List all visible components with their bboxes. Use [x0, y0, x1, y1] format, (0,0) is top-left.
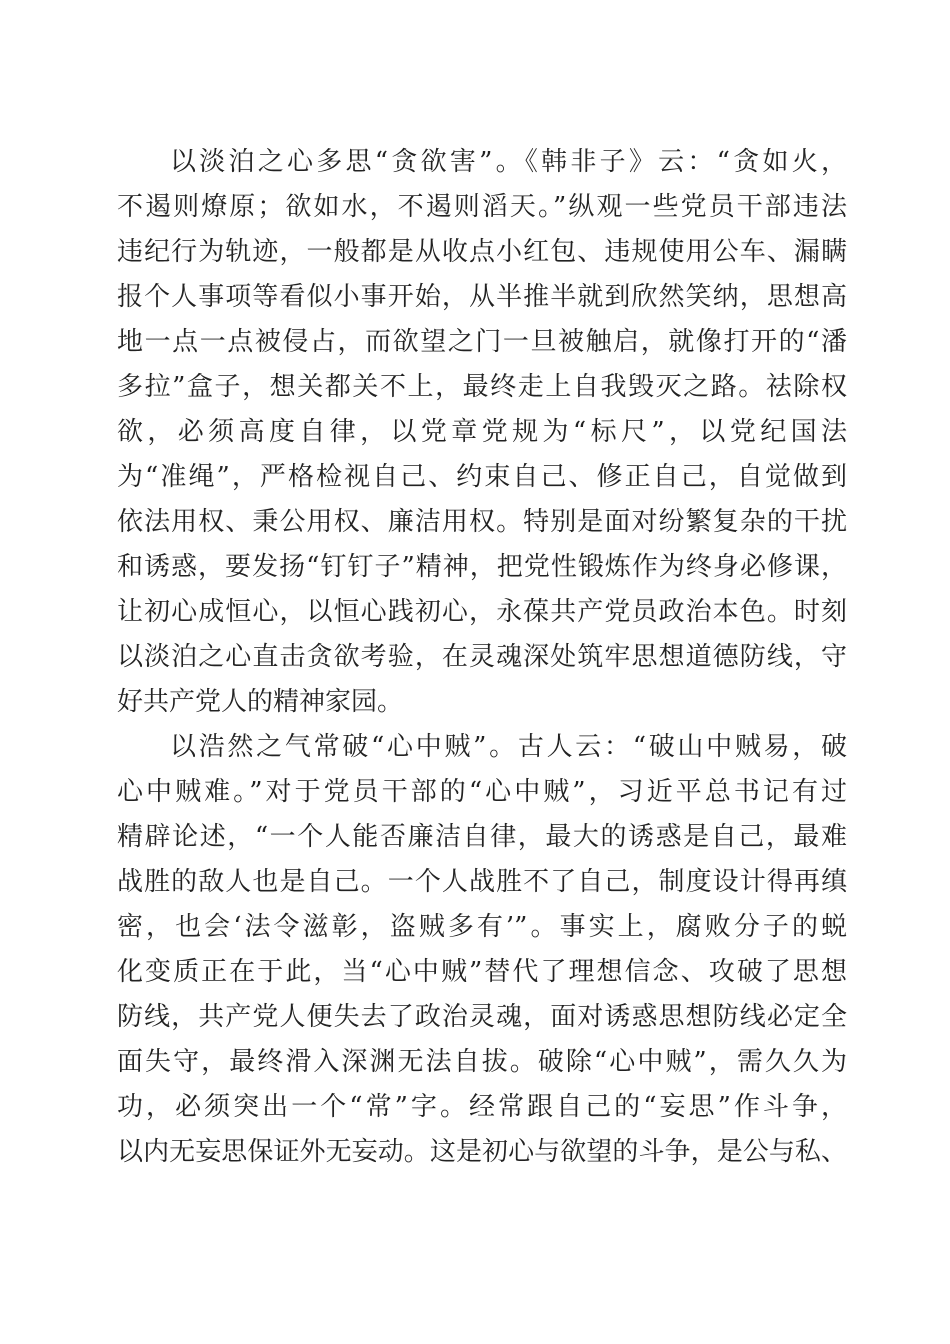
paragraph-2-line: 面失守，最终滑入深渊无法自拔。破除“心中贼”，需久久为 [117, 1047, 847, 1077]
paragraph-1-line: 欲，必须高度自律，以党章党规为“标尺”，以党纪国法 [117, 417, 847, 447]
paragraph-2-line: 战胜的敌人也是自己。一个人战胜不了自己，制度设计得再缜 [117, 867, 847, 897]
paragraph-1-line: 以淡泊之心直击贪欲考验，在灵魂深处筑牢思想道德防线，守 [117, 642, 847, 672]
paragraph-2-line: 化变质正在于此，当“心中贼”替代了理想信念、攻破了思想 [117, 957, 847, 987]
paragraph-1-line: 让初心成恒心，以恒心践初心，永葆共产党员政治本色。时刻 [117, 597, 847, 627]
paragraph-1-line: 地一点一点被侵占，而欲望之门一旦被触启，就像打开的“潘 [117, 327, 847, 357]
paragraph-2-line: 密，也会‘法令滋彰，盗贼多有’”。事实上，腐败分子的蜕 [117, 912, 847, 942]
paragraph-1-line: 不遏则燎原；欲如水，不遏则滔天。”纵观一些党员干部违法 [117, 192, 847, 222]
paragraph-2-line: 防线，共产党人便失去了政治灵魂，面对诱惑思想防线必定全 [117, 1002, 847, 1032]
paragraph-1-line: 以淡泊之心多思“贪欲害”。《韩非子》云：“贪如火， [170, 147, 847, 177]
paragraph-2-line: 以内无妄思保证外无妄动。这是初心与欲望的斗争，是公与私、 [117, 1137, 847, 1167]
paragraph-2-line: 功，必须突出一个“常”字。经常跟自己的“妄思”作斗争， [117, 1092, 847, 1122]
paragraph-1-line: 报个人事项等看似小事开始，从半推半就到欣然笑纳，思想高 [117, 282, 847, 312]
paragraph-2-line: 心中贼难。”对于党员干部的“心中贼”，习近平总书记有过 [117, 777, 847, 807]
paragraph-2-line: 以浩然之气常破“心中贼”。古人云：“破山中贼易，破 [170, 732, 847, 762]
paragraph-1-line: 为“准绳”，严格检视自己、约束自己、修正自己，自觉做到 [117, 462, 847, 492]
paragraph-1-line: 和诱惑，要发扬“钉钉子”精神，把党性锻炼作为终身必修课， [117, 552, 847, 582]
paragraph-1-line: 好共产党人的精神家园。 [117, 687, 404, 717]
paragraph-1-line: 多拉”盒子，想关都关不上，最终走上自我毁灭之路。祛除权 [117, 372, 847, 402]
paragraph-1-line: 依法用权、秉公用权、廉洁用权。特别是面对纷繁复杂的干扰 [117, 507, 847, 537]
paragraph-2-line: 精辟论述，“一个人能否廉洁自律，最大的诱惑是自己，最难 [117, 822, 847, 852]
paragraph-1-line: 违纪行为轨迹，一般都是从收点小红包、违规使用公车、漏瞒 [117, 237, 847, 267]
